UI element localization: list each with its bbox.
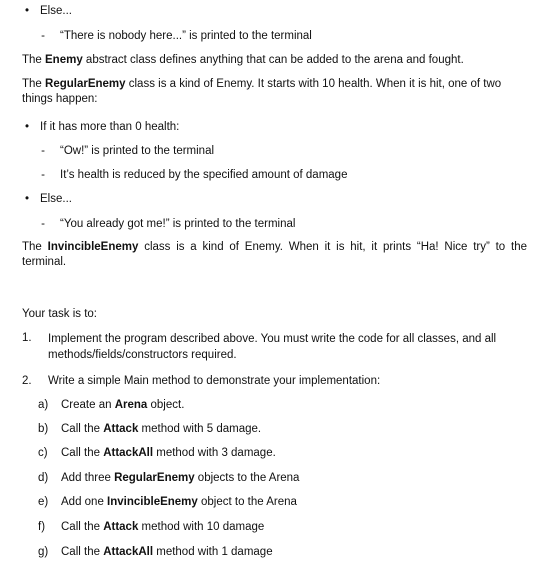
sub-item-letter: d): [38, 472, 49, 484]
bullet-dash: -: [41, 169, 45, 181]
sub-item-post: method with 5 damage.: [138, 423, 262, 435]
already-text: “You already got me!” is printed to the terminal: [60, 218, 296, 230]
sub-item-bold: Attack: [103, 423, 139, 435]
ow-text: “Ow!” is printed to the terminal: [60, 145, 215, 157]
sub-item-pre: Call the: [61, 546, 104, 558]
health-condition-text: If it has more than 0 health:: [40, 121, 180, 133]
sub-item-pre: Call the: [61, 423, 104, 435]
sub-item-letter: a): [38, 399, 49, 411]
sub-item-post: objects to the Arena: [194, 472, 300, 484]
sub-item-pre: Call the: [61, 521, 104, 533]
task-intro-text: Your task is to:: [22, 308, 98, 320]
else-label-2: Else...: [40, 193, 72, 205]
invincible-enemy-paragraph: [22, 240, 527, 270]
task-item-1-text: Implement the program described above. You must write the code for all classes, and all methods/fields/constructors required.: [48, 333, 497, 361]
regular-enemy-paragraph: [22, 77, 527, 107]
regular-para-pre: The: [22, 78, 46, 90]
task-item-number: 2.: [22, 375, 32, 387]
task-item-2-text: Write a simple Main method to demonstrate your implementation:: [48, 375, 381, 387]
sub-item-bold: InvincibleEnemy: [107, 496, 198, 508]
sub-item-letter: b): [38, 423, 49, 435]
invincible-para-pre: The: [22, 241, 48, 253]
sub-item-bold: Arena: [114, 399, 148, 411]
enemy-class-name: Enemy: [45, 54, 83, 66]
enemy-paragraph: [22, 53, 527, 68]
regular-enemy-class-name: RegularEnemy: [45, 78, 126, 90]
sub-item-letter: e): [38, 496, 49, 508]
sub-item-pre: Add one: [61, 496, 108, 508]
else-label: Else...: [40, 5, 72, 17]
enemy-para-post: abstract class defines anything that can be added to the arena and fought.: [82, 54, 464, 66]
reduce-text: It’s health is reduced by the specified amount of damage: [60, 169, 348, 181]
bullet-dash: -: [41, 30, 45, 42]
regular-para-post: class is a kind of Enemy. It starts with 10 health. When it is hit, one of two things happen:: [22, 78, 502, 105]
sub-item-letter: g): [38, 546, 49, 558]
enemy-para-pre: The: [22, 54, 46, 66]
invincible-enemy-class-name: InvincibleEnemy: [47, 241, 139, 253]
sub-item-pre: Call the: [61, 447, 104, 459]
sub-item-bold: RegularEnemy: [114, 472, 195, 484]
sub-item-pre: Add three: [61, 472, 115, 484]
sub-item-letter: f): [38, 521, 46, 533]
bullet-dot: •: [24, 193, 30, 205]
bullet-dash: -: [41, 218, 45, 230]
sub-item-bold: AttackAll: [103, 447, 154, 459]
task-item-number: 1.: [22, 332, 32, 344]
bullet-dot: •: [24, 121, 30, 133]
bullet-dot: •: [24, 5, 30, 17]
sub-item-bold: Attack: [103, 521, 139, 533]
sub-item-post: method with 1 damage: [153, 546, 273, 558]
sub-item-bold: AttackAll: [103, 546, 154, 558]
invincible-para-post: class is a kind of Enemy. When it is hit, it prints “Ha! Nice try” to the terminal.: [22, 241, 527, 268]
sub-item-letter: c): [38, 447, 48, 459]
sub-item-post: object.: [147, 399, 185, 411]
sub-item-pre: Create an: [61, 399, 115, 411]
nobody-text: “There is nobody here...” is printed to the terminal: [60, 30, 312, 42]
sub-item-post: object to the Arena: [197, 496, 297, 508]
sub-item-post: method with 3 damage.: [153, 447, 276, 459]
bullet-dash: -: [41, 145, 45, 157]
sub-item-post: method with 10 damage: [138, 521, 265, 533]
